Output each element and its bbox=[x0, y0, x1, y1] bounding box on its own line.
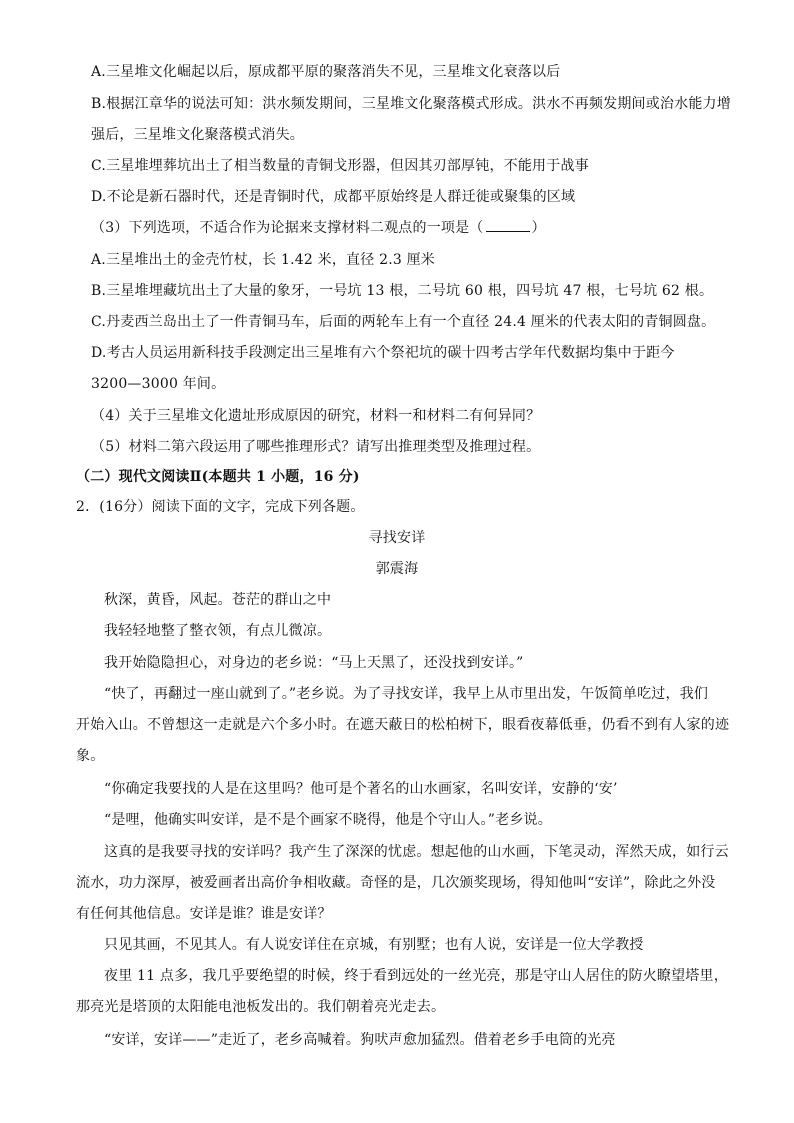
story-paragraph: “快了，再翻过一座山就到了。”老乡说。为了寻找安详，我早上从市里出发，午饭简单吃过，我们 bbox=[104, 686, 709, 702]
story-paragraph: “是哩，他确实叫安详，是不是个画家不晓得，他是个守山人。”老乡说。 bbox=[104, 812, 552, 828]
story-paragraph: 我轻轻地整了整衣领，有点儿微凉。 bbox=[104, 623, 332, 639]
section-heading: （二）现代文阅读Ⅱ(本题共 1 小题，16 分) bbox=[76, 469, 360, 485]
option-d-part2-line1: D.考古人员运用新科技手段测定出三星堆有六个祭祀坑的碳十四考古学年代数据均集中于距今 bbox=[91, 345, 675, 361]
story-paragraph-continued: 有任何其他信息。安详是谁？谁是安详？ bbox=[76, 906, 332, 922]
story-paragraph: 只见其画，不见其人。有人说安详住在京城，有别墅；也有人说，安详是一位大学教授 bbox=[104, 937, 644, 953]
option-b-part1-line2: 强后，三星堆文化聚落模式消失。 bbox=[91, 127, 304, 143]
question-intro: 2．(16分）阅读下面的文字，完成下列各题。 bbox=[76, 499, 365, 515]
story-paragraph: 秋深，黄昏，风起。苍茫的群山之中 bbox=[104, 592, 332, 608]
question-4: （4）关于三星堆文化遗址形成原因的研究，材料一和材料二有何异同？ bbox=[91, 408, 541, 424]
option-b-part2: B.三星堆埋藏坑出土了大量的象牙，一号坑 13 根，二号坑 60 根，四号坑 47 根，七号坑 62 根。 bbox=[91, 283, 714, 299]
story-paragraph: 我开始隐隐担心，对身边的老乡说：“马上天黑了，还没找到安详。” bbox=[104, 655, 524, 671]
question-3-prefix: （3）下列选项，不适合作为论据来支撑材料二观点的一项是（ bbox=[91, 220, 484, 236]
question-3-suffix: ） bbox=[531, 220, 546, 236]
story-paragraph: “你确定我要找的人是在这里吗？他可是个著名的山水画家，名叫安详，安静的‘安’ bbox=[104, 781, 618, 797]
story-paragraph-continued: 那亮光是塔顶的太阳能电池板发出的。我们朝着亮光走去。 bbox=[76, 999, 446, 1015]
story-author: 郭震海 bbox=[375, 561, 419, 577]
answer-blank[interactable] bbox=[486, 219, 530, 232]
option-a-part1: A.三星堆文化崛起以后，原成都平原的聚落消失不见，三星堆文化衰落以后 bbox=[91, 64, 561, 80]
option-d-part2-line2: 3200—3000 年间。 bbox=[91, 376, 226, 392]
story-title: 寻找安详 bbox=[368, 530, 426, 546]
option-b-part1-line1: B.根据江章华的说法可知：洪水频发期间，三星堆文化聚落模式形成。洪水不再频发期间或治水能力增 bbox=[91, 96, 731, 112]
option-c-part2: C.丹麦西兰岛出土了一件青铜马车，后面的两轮车上有一个直径 24.4 厘米的代表太阳的青铜圆盘。 bbox=[91, 314, 716, 330]
option-c-part1: C.三星堆埋葬坑出土了相当数量的青铜戈形器，但因其刃部厚钝，不能用于战事 bbox=[91, 158, 589, 174]
story-paragraph-continued: 流水，功力深厚，被爱画者出高价争相收藏。奇怪的是，几次颁奖现场，得知他叫“安详”，除此之外没 bbox=[76, 875, 716, 891]
question-3 bbox=[91, 218, 546, 238]
story-paragraph-continued: 开始入山。不曾想这一走就是六个多小时。在遮天蔽日的松柏树下，眼看夜幕低垂，仍看不到有人家的迹 bbox=[76, 717, 730, 733]
option-a-part2: A.三星堆出土的金壳竹杖，长 1.42 米，直径 2.3 厘米 bbox=[91, 252, 435, 268]
story-paragraph: 这真的是我要寻找的安详吗？我产生了深深的忧虑。想起他的山水画，下笔灵动，浑然天成，如行云 bbox=[104, 844, 729, 860]
story-paragraph: 夜里 11 点多，我几乎要绝望的时候，终于看到远处的一丝光亮，那是守山人居住的防火瞭望塔里， bbox=[104, 968, 728, 984]
story-paragraph: “安详，安详——”走近了，老乡高喊着。狗吠声愈加猛烈。借着老乡手电筒的光亮 bbox=[104, 1032, 616, 1048]
story-paragraph-continued: 象。 bbox=[76, 748, 105, 764]
question-5: （5）材料二第六段运用了哪些推理形式？请写出推理类型及推理过程。 bbox=[91, 439, 541, 455]
option-d-part1: D.不论是新石器时代，还是青铜时代，成都平原始终是人群迁徙或聚集的区域 bbox=[91, 189, 576, 205]
